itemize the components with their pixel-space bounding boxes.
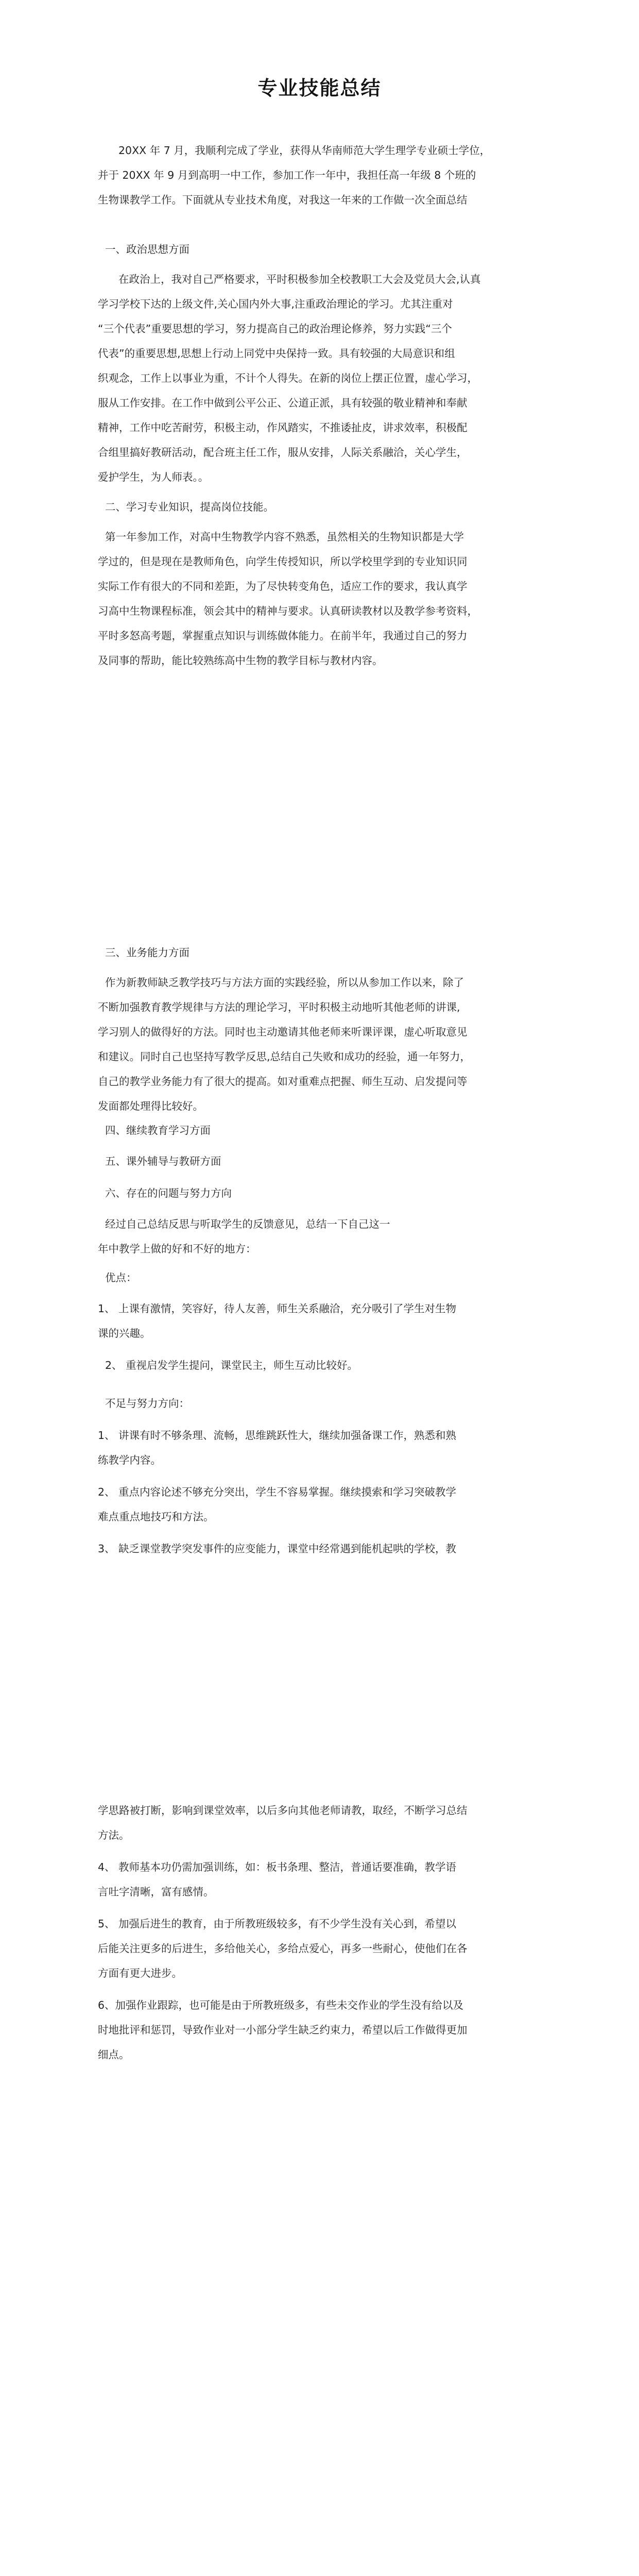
list-item: 2、 重视启发学生提问，课堂民主，师生互动比较好。 bbox=[105, 1359, 358, 1371]
section1-paragraph bbox=[98, 267, 546, 489]
list-item: 方法。 bbox=[98, 1829, 130, 1841]
section-heading: 六、存在的问题与努力方向 bbox=[105, 1187, 232, 1199]
paragraph-line: 不断加强教育教学规律与方法的理论学习，平时积极主动地听其他老师的讲课, bbox=[98, 1001, 460, 1013]
list-item: 6、加强作业跟踪，也可能是由于所教班级多，有些未交作业的学生没有给以及 bbox=[98, 1999, 464, 2011]
strengths-label: 优点： bbox=[105, 1272, 137, 1284]
section-heading: 三、业务能力方面 bbox=[105, 946, 189, 959]
paragraph-line: 精神，工作中吃苦耐劳，积极主动，作风踏实，不推诿扯皮，讲求效率，积极配 bbox=[98, 421, 468, 434]
paragraph-line: 学过的，但是现在是教师角色，向学生传授知识，所以学校里学到的专业知识同 bbox=[98, 555, 468, 568]
paragraph-line: 及同事的帮助，能比较熟练高中生物的教学目标与教材内容。 bbox=[98, 654, 383, 667]
paragraph-line: 实际工作有很大的不同和差距，为了尽快转变角色，适应工作的要求，我认真学 bbox=[98, 580, 468, 592]
list-item: 细点。 bbox=[98, 2048, 130, 2061]
paragraph-line: 学习学校下达的上级文件,关心国内外大事,注重政治理论的学习。尤其注重对 bbox=[98, 298, 453, 310]
intro-line: 生物课教学工作。下面就从专业技术角度，对我这一年来的工作做一次全面总结 bbox=[98, 194, 468, 206]
list-item: 练教学内容。 bbox=[98, 1454, 161, 1466]
paragraph-line: 经过自己总结反思与听取学生的反馈意见，总结一下自己这一 bbox=[105, 1218, 390, 1230]
document-title: 专业技能总结 bbox=[257, 76, 382, 99]
strengths-list bbox=[98, 1296, 546, 1378]
paragraph-line: 合组里搞好教研活动，配合班主任工作，服从安排，人际关系融洽，关心学生， bbox=[98, 446, 468, 459]
list-item: 时地批评和惩罚，导致作业对一小部分学生缺乏约束力，希望以后工作做得更加 bbox=[98, 2024, 468, 2036]
paragraph-line: 代表”的重要思想,思想上行动上同党中央保持一致。具有较强的大局意识和组 bbox=[98, 347, 455, 360]
paragraph-line: 学习别人的做得好的方法。同时也主动邀请其他老师来听课评课，虚心听取意见 bbox=[98, 1026, 468, 1038]
intro-line: 并于 20XX 年 9 月到高明一中工作，参加工作一年中，我担任高一年级 8 个班的 bbox=[98, 169, 476, 181]
list-item: 5、 加强后进生的教育，由于所教班级较多，有不少学生没有关心到，希望以 bbox=[98, 1918, 457, 1930]
section6-intro bbox=[98, 1212, 546, 1261]
paragraph-line: 和建议。同时自己也坚持写教学反思,总结自己失败和成功的经验，通一年努力， bbox=[98, 1050, 471, 1063]
paragraph-line: 习高中生物课程标准，领会其中的精神与要求。认真研读教材以及教学参考资料， bbox=[98, 605, 478, 617]
list-item: 2、 重点内容论述不够充分突出，学生不容易掌握。继续摸索和学习突破教学 bbox=[98, 1486, 457, 1498]
paragraph-line: 年中教学上做的好和不好的地方： bbox=[98, 1243, 256, 1255]
list-item: 学思路被打断，影响到课堂效率，以后多向其他老师请教，取经，不断学习总结 bbox=[98, 1804, 468, 1817]
section-heading: 一、政治思想方面 bbox=[105, 243, 189, 256]
list-item: 3、 缺乏课堂教学突发事件的应变能力，课堂中经常遇到能机起哄的学校，教 bbox=[98, 1543, 457, 1555]
paragraph-line: 发面都处理得比较好。 bbox=[98, 1100, 203, 1112]
section-heading: 二、学习专业知识，提高岗位技能。 bbox=[105, 501, 274, 513]
paragraph-line: “三个代表”重要思想的学习，努力提高自己的政治理论修养，努力实践“三个 bbox=[98, 323, 452, 335]
weaknesses-list-continued bbox=[98, 1798, 546, 2067]
list-item: 后能关注更多的后进生，多给他关心，多给点爱心，再多一些耐心，使他们在各 bbox=[98, 1942, 468, 1955]
paragraph-line: 作为新教师缺乏教学技巧与方法方面的实践经验，所以从参加工作以来，除了 bbox=[105, 976, 464, 989]
paragraph-line: 织观念，工作上以事业为重，不计个人得失。在新的岗位上摆正位置，虚心学习， bbox=[98, 372, 478, 384]
section2-paragraph bbox=[98, 524, 546, 673]
paragraph-line: 自己的教学业务能力有了很大的提高。如对重难点把握、师生互动、启发提问等 bbox=[98, 1075, 468, 1088]
list-item: 1、 讲课有时不够条理、流畅，思维跳跃性大，继续加强备课工作，熟悉和熟 bbox=[98, 1429, 457, 1442]
list-item: 1、 上课有激情，笑容好，待人友善，师生关系融洽，充分吸引了学生对生物 bbox=[98, 1302, 457, 1315]
paragraph-line: 爱护学生，为人师表。。 bbox=[98, 471, 209, 483]
list-item: 言吐字清晰，富有感情。 bbox=[98, 1886, 214, 1898]
intro-paragraph bbox=[98, 138, 546, 212]
paragraph-line: 平时多怒高考题，掌握重点知识与训练做体能力。在前半年，我通过自己的努力 bbox=[98, 630, 468, 642]
weakness-label: 不足与努力方向： bbox=[105, 1397, 189, 1410]
weaknesses-list bbox=[98, 1423, 546, 1561]
paragraph-line: 服从工作安排。在工作中做到公平公正、公道正派，具有较强的敬业精神和奉献 bbox=[98, 397, 468, 409]
list-item: 课的兴趣。 bbox=[98, 1327, 151, 1340]
section-heading: 五、课外辅导与教研方面 bbox=[105, 1155, 221, 1167]
section-heading: 四、继续教育学习方面 bbox=[105, 1124, 211, 1137]
list-item: 难点重点地技巧和方法。 bbox=[98, 1511, 214, 1523]
list-item: 方面有更大进步。 bbox=[98, 1967, 182, 1979]
list-item: 4、 教师基本功仍需加强训练，如：板书条理、整洁，普通话要准确，教学语 bbox=[98, 1861, 457, 1873]
section3-paragraph bbox=[98, 970, 546, 1118]
paragraph-line: 在政治上，我对自己严格要求，平时积极参加全校教职工大会及党员大会,认真 bbox=[118, 273, 481, 285]
paragraph-line: 第一年参加工作，对高中生物教学内容不熟悉，虽然相关的生物知识都是大学 bbox=[105, 531, 464, 543]
intro-line: 20XX 年 7 月，我顺利完成了学业，获得从华南师范大学生理学专业硕士学位， bbox=[118, 144, 491, 157]
